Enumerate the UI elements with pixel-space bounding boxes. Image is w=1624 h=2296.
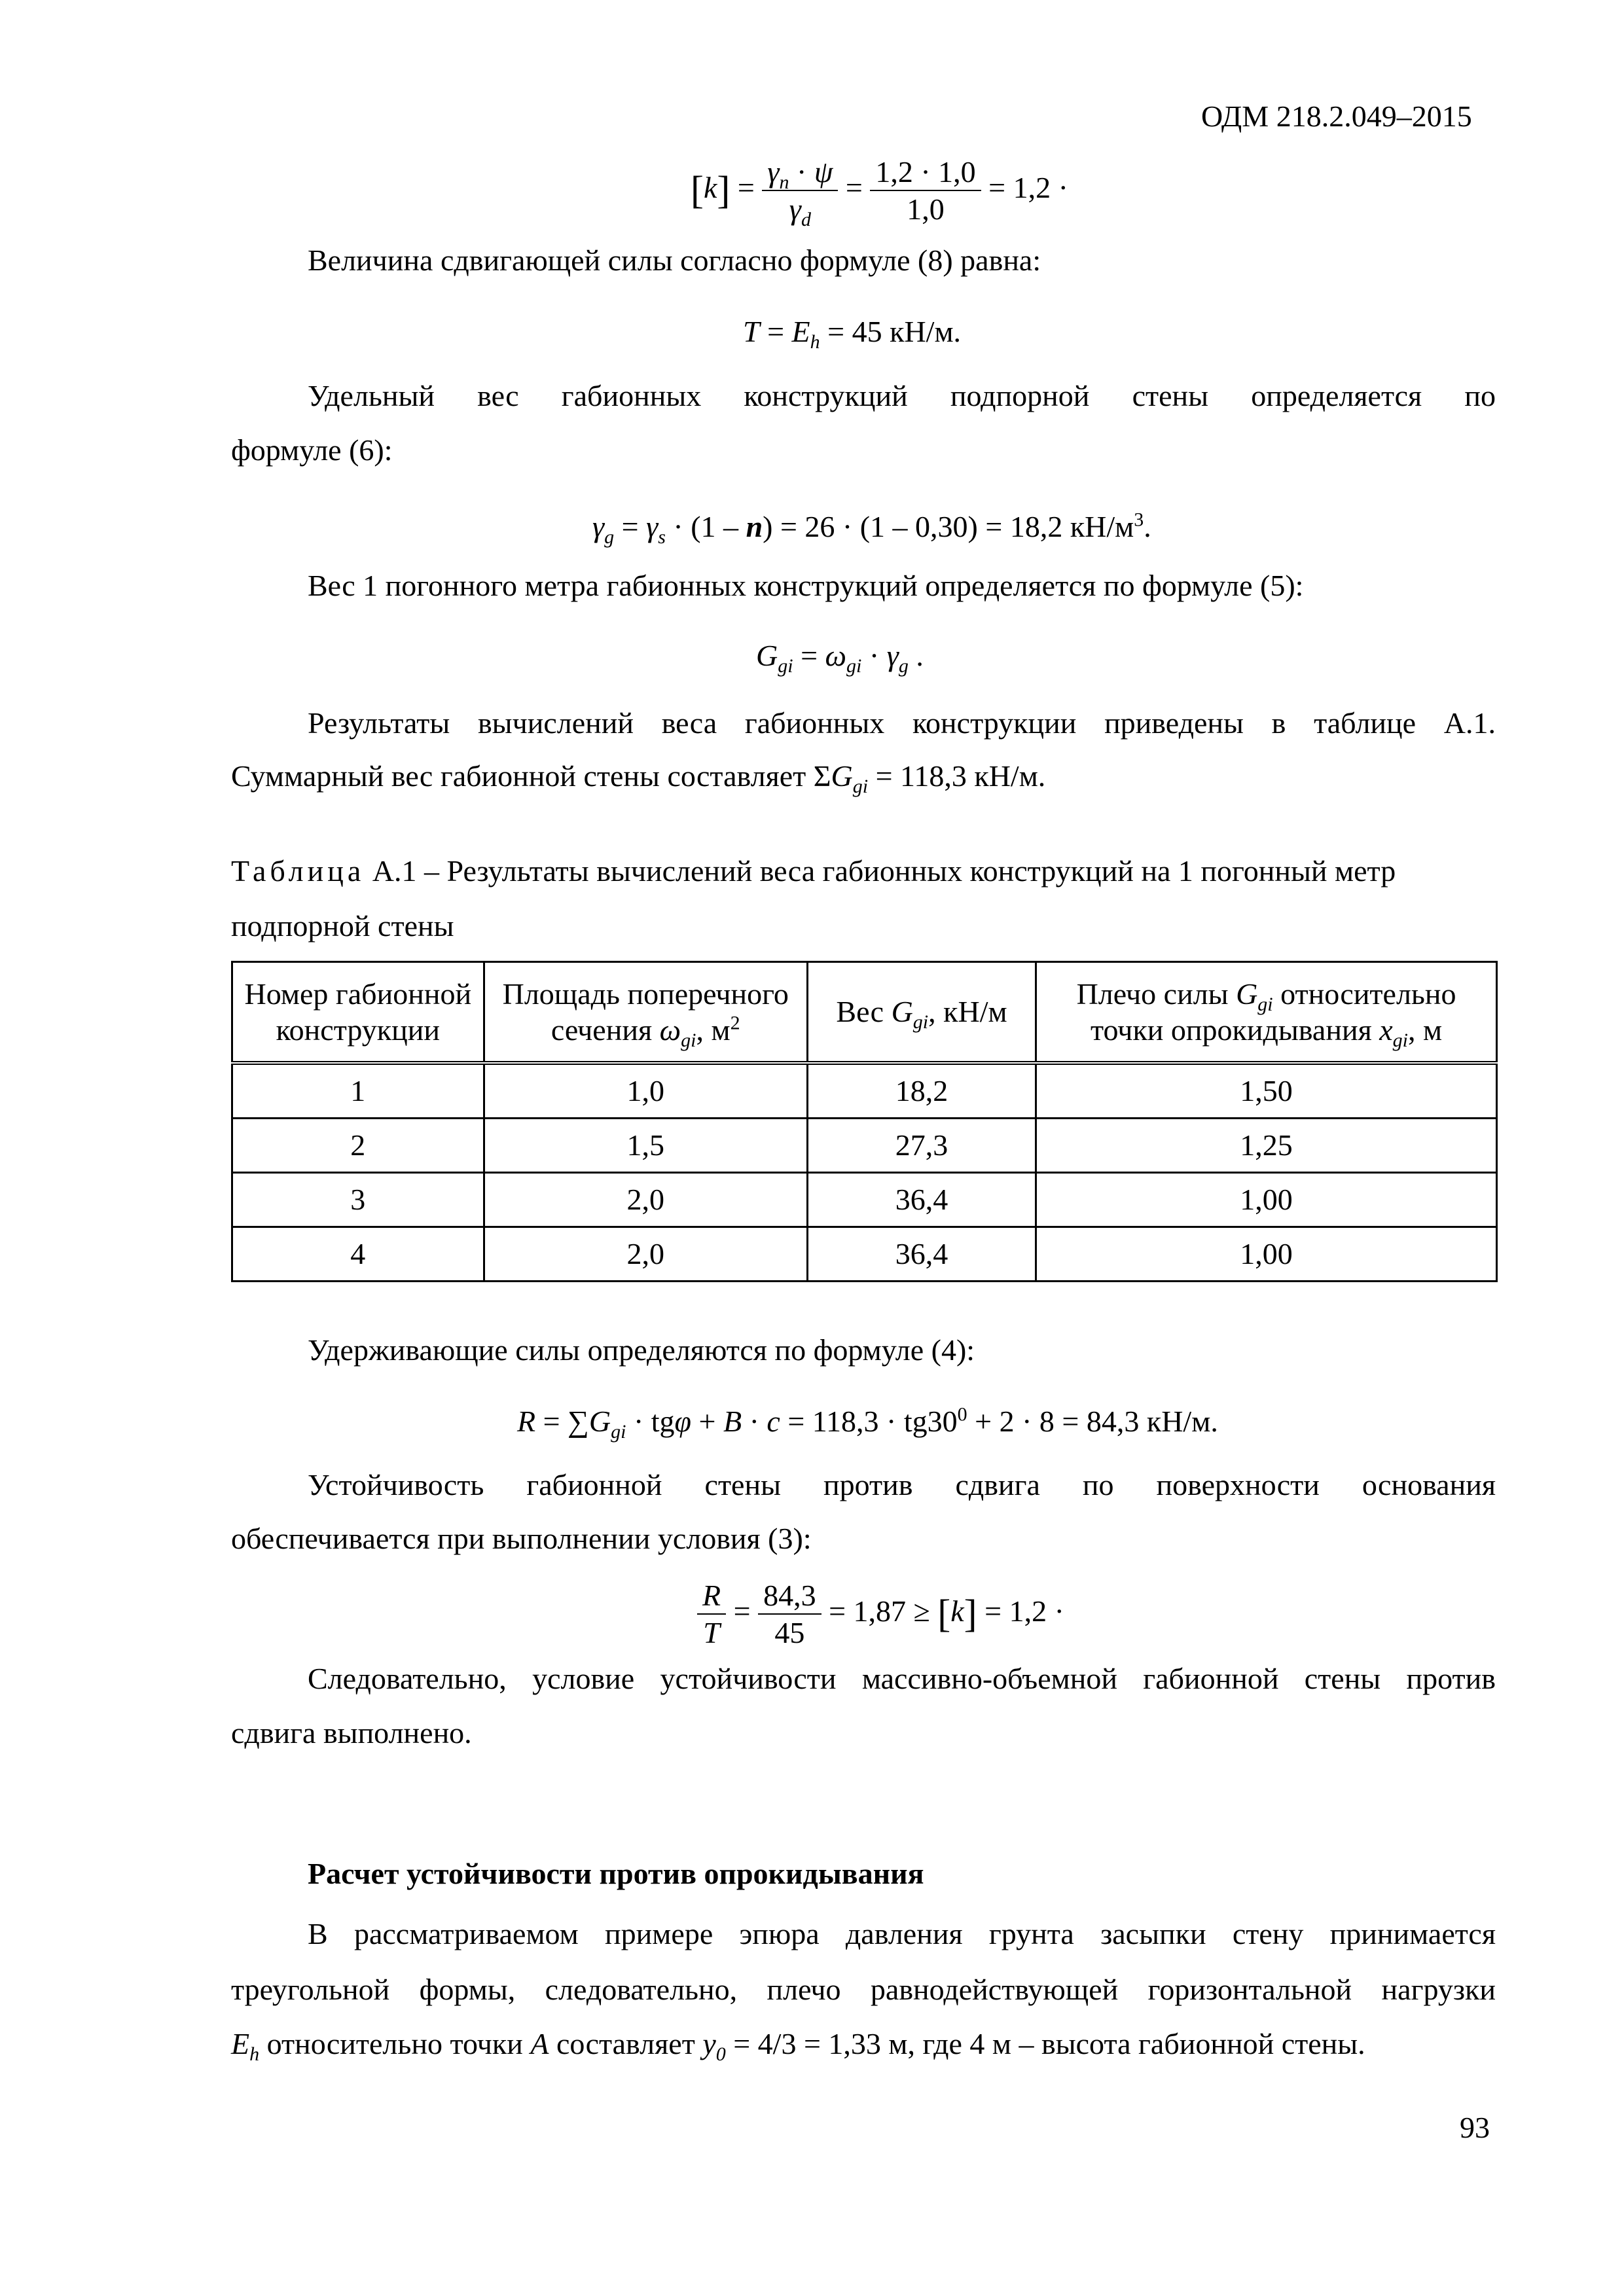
table-caption: Таблица А.1 – Результаты вычислений веса габионных конструкций на 1 погонный метр: [231, 854, 1396, 888]
formula-gamma: $\gamma_g = \gamma_s \cdot (1 - n) = 26 \cdot (1 - 0,30) = 18,2$ $кН/м^3$.: [592, 509, 1151, 548]
cell-number: 4: [232, 1227, 484, 1282]
cell-arm: 1,00: [1036, 1227, 1497, 1282]
results-table: [231, 961, 1498, 1282]
table-row: [232, 1119, 1497, 1173]
paragraph-specific-weight-cont: формуле (6):: [231, 433, 393, 467]
paragraph-results: Результаты вычислений веса габионных конструкции приведены в таблице А.1.: [308, 706, 1496, 740]
paragraph-shear-force: Величина сдвигающей силы согласно формуле (8) равна:: [308, 243, 1041, 277]
header-number: Номер габионной конструкции: [232, 962, 484, 1064]
paragraph-linear-meter: Вес 1 погонного метра габионных конструкций определяется по формуле (5):: [308, 569, 1304, 602]
paragraph-conclusion: Следовательно, условие устойчивости массивно-объемной габионной стены против: [308, 1662, 1496, 1695]
cell-number: 2: [232, 1119, 484, 1173]
paragraph-overturning: В рассматриваемом примере эпюра давления грунта засыпки стену принимается: [308, 1917, 1496, 1950]
table-caption-cont: подпорной стены: [231, 909, 454, 942]
formula-check: $\frac{R}{T}$ = $\frac{84,3}{45}$ = 1,87 ≥ [k] = 1,2 ·: [697, 1577, 1064, 1651]
table-row: [232, 1063, 1497, 1119]
section-heading: Расчет устойчивости против опрокидывания: [308, 1857, 924, 1890]
cell-number: 1: [232, 1063, 484, 1119]
formula-r: $R = \sum G_{gi} \cdot tg\varphi + B \cdot c = 118,3 \cdot tg30^0 + 2 \cdot 8 = 84,3$ кН/м.: [517, 1403, 1218, 1443]
paragraph-stability-cont: обеспечивается при выполнении условия (3):: [231, 1522, 812, 1555]
cell-area: 2,0: [484, 1173, 807, 1227]
table-header-row: [232, 962, 1497, 1064]
cell-area: 2,0: [484, 1227, 807, 1282]
cell-weight: 27,3: [807, 1119, 1036, 1173]
formula-g: $G_{gi} = \omega_{gi} \cdot \gamma_g$ .: [756, 639, 924, 677]
cell-weight: 18,2: [807, 1063, 1036, 1119]
paragraph-stability: Устойчивость габионной стены против сдвига по поверхности основания: [308, 1468, 1496, 1501]
header-arm: Плечо силы $G_{gi}$ относительно точки опрокидывания $x_{gi}$, м: [1036, 962, 1497, 1064]
cell-arm: 1,50: [1036, 1063, 1497, 1119]
cell-arm: 1,25: [1036, 1119, 1497, 1173]
formula-t: $T = E_h = 45$ кН/м.: [743, 315, 962, 353]
cell-arm: 1,00: [1036, 1173, 1497, 1227]
paragraph-overturning-end: $E_h$ относительно точки A составляет $y_0 = 4/3 = 1,33$ м, где 4 м – высота габионной стены.: [231, 2027, 1365, 2066]
cell-weight: 36,4: [807, 1173, 1036, 1227]
formula-k: [k] = $\frac{\gamma_n \cdot \psi}{\gamma_d}$ = $\frac{1,2 \cdot 1,0}{1,0}$ = 1,2 ·: [691, 155, 1068, 231]
page-number: 93: [1460, 2111, 1490, 2144]
paragraph-specific-weight: Удельный вес габионных конструкций подпорной стены определяется по: [308, 379, 1496, 412]
document-code: ОДМ 218.2.049–2015: [1201, 99, 1472, 133]
paragraph-holding-forces: Удерживающие силы определяются по формуле (4):: [308, 1333, 975, 1367]
table-row: [232, 1173, 1497, 1227]
table-row: [232, 1227, 1497, 1282]
header-weight: Вес $G_{gi}$, кН/м: [807, 962, 1036, 1064]
cell-weight: 36,4: [807, 1227, 1036, 1282]
header-area: Площадь поперечного сечения $\omega_{gi}$, $м^2$: [484, 962, 807, 1064]
paragraph-overturning-cont: треугольной формы, следовательно, плечо равнодействующей горизонтальной нагрузки: [231, 1973, 1496, 2006]
cell-area: 1,0: [484, 1063, 807, 1119]
paragraph-conclusion-cont: сдвига выполнено.: [231, 1716, 472, 1749]
cell-area: 1,5: [484, 1119, 807, 1173]
cell-number: 3: [232, 1173, 484, 1227]
paragraph-results-total: Суммарный вес габионной стены составляет $\Sigma G_{gi} = 118,3$ кН/м.: [231, 759, 1046, 798]
